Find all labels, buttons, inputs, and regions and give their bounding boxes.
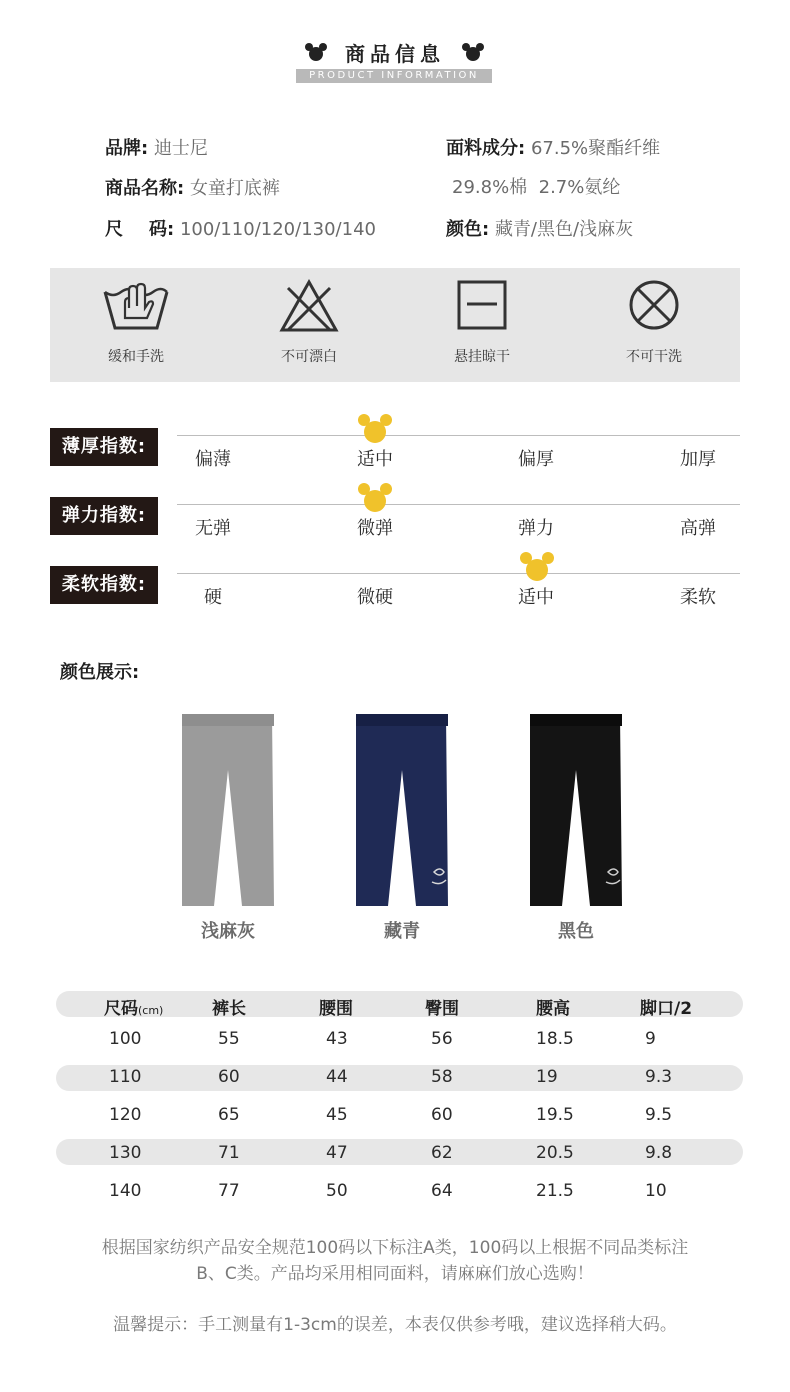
black-pants-image (526, 710, 626, 910)
thickness-option: 偏厚 (518, 449, 554, 470)
mickey-right-icon (462, 42, 484, 62)
standard-note-line1: 根据国家纺织产品安全规范100码以下标注A类，100码以上根据不同品类标注 (101, 1238, 689, 1258)
size-table-header: 脚口/2 (640, 999, 693, 1019)
care-label: 悬挂晾干 (454, 349, 510, 365)
elasticity-index-line (177, 504, 740, 505)
softness-selected-mickey-icon (520, 551, 554, 581)
elasticity-option: 无弹 (195, 518, 231, 539)
size-cell: 140 (109, 1181, 142, 1201)
size-cell: 9.8 (645, 1143, 673, 1163)
softness-option: 适中 (518, 587, 554, 608)
size-table-header: 臀围 (425, 999, 459, 1019)
softness-index-label: 柔软指数: (50, 566, 158, 604)
size-cell: 9.5 (645, 1105, 673, 1125)
no-bleach-icon (278, 278, 340, 336)
size-cell: 60 (218, 1067, 240, 1087)
navy-pants-image (352, 710, 452, 910)
size-cell: 65 (218, 1105, 240, 1125)
care-label: 不可干洗 (626, 349, 682, 365)
elasticity-selected-mickey-icon (358, 482, 392, 512)
elasticity-option: 高弹 (680, 518, 716, 539)
size-table-header: 腰围 (319, 999, 353, 1019)
care-item-hand-wash (50, 268, 222, 382)
fabric-value: 67.5%聚酯纤维 (530, 138, 661, 159)
color-label-gray: 浅麻灰 (201, 921, 255, 942)
color-section-title: 颜色展示: (60, 662, 140, 683)
size-cell: 19.5 (536, 1105, 574, 1125)
size-cell: 20.5 (536, 1143, 574, 1163)
gray-pants-image (178, 710, 278, 910)
thickness-index-label: 薄厚指数: (50, 428, 158, 466)
size-cell: 55 (218, 1029, 240, 1049)
size-header-text: 尺码 (104, 999, 138, 1019)
size-cell: 130 (109, 1143, 142, 1163)
size-cell: 19 (536, 1067, 558, 1087)
color-value: 藏青/黑色/浅麻灰 (494, 219, 634, 240)
brand-value: 迪士尼 (153, 138, 208, 159)
color-label-black: 黑色 (558, 921, 594, 942)
size-cell: 9.3 (645, 1067, 673, 1087)
elasticity-option: 微弹 (357, 518, 393, 539)
standard-note (40, 1235, 750, 1287)
size-cell: 43 (326, 1029, 348, 1049)
thickness-selected-mickey-icon (358, 413, 392, 443)
size-table-header: 裤长 (212, 999, 246, 1019)
elasticity-option: 弹力 (518, 518, 554, 539)
size-cell: 60 (431, 1105, 453, 1125)
care-item-hang-dry (396, 268, 568, 382)
size-cell: 21.5 (536, 1181, 574, 1201)
size-cell: 56 (431, 1029, 453, 1049)
care-label: 不可漂白 (281, 349, 337, 365)
size-cell: 44 (326, 1067, 348, 1087)
size-cell: 9 (645, 1029, 656, 1049)
softness-option: 微硬 (357, 587, 393, 608)
size-header-unit: (cm) (138, 1004, 164, 1017)
size-cell: 77 (218, 1181, 240, 1201)
size-cell: 120 (109, 1105, 142, 1125)
name-row (105, 174, 280, 200)
care-label: 缓和手洗 (108, 349, 164, 365)
thickness-index-line (177, 435, 740, 436)
size-cell: 10 (645, 1181, 667, 1201)
size-value: 100/110/120/130/140 (179, 219, 376, 240)
measurement-tip: 温馨提示：手工测量有1-3cm的误差，本表仅供参考哦，建议选择稍大码。 (113, 1315, 677, 1335)
page-subtitle: PRODUCT INFORMATION (296, 69, 492, 83)
color-label-navy: 藏青 (384, 921, 420, 942)
fabric-label: 面料成分: (446, 138, 526, 159)
softness-option: 硬 (204, 587, 222, 608)
size-cell: 110 (109, 1067, 142, 1087)
size-label-b: 码: (149, 219, 175, 240)
name-value: 女童打底裤 (189, 178, 280, 199)
hang-dry-icon (453, 278, 511, 336)
care-item-no-bleach (223, 268, 395, 382)
size-cell: 62 (431, 1143, 453, 1163)
elasticity-index-label: 弹力指数: (50, 497, 158, 535)
size-cell: 50 (326, 1181, 348, 1201)
size-cell: 58 (431, 1067, 453, 1087)
brand-label: 品牌: (105, 138, 149, 159)
size-table-header: 腰高 (536, 999, 570, 1019)
hand-wash-icon (101, 278, 171, 336)
no-dry-clean-icon (625, 278, 683, 336)
softness-option: 柔软 (680, 587, 716, 608)
size-cell: 45 (326, 1105, 348, 1125)
care-item-no-dry-clean (568, 268, 740, 382)
thickness-option: 适中 (357, 449, 393, 470)
standard-note-line2: B、C类。产品均采用相同面料，请麻麻们放心选购！ (196, 1264, 594, 1284)
size-cell: 71 (218, 1143, 240, 1163)
size-cell: 47 (326, 1143, 348, 1163)
size-row (105, 215, 376, 241)
fabric-value-2: 29.8%棉 2.7%氨纶 (452, 177, 621, 198)
page-title: 商品信息 (345, 42, 445, 66)
size-table-row-bg (56, 1065, 743, 1091)
color-label: 颜色: (446, 219, 490, 240)
thickness-option: 加厚 (680, 449, 716, 470)
size-table-header-size (104, 994, 163, 1019)
thickness-option: 偏薄 (195, 449, 231, 470)
care-panel (50, 268, 740, 382)
name-label: 商品名称: (105, 178, 185, 199)
color-row (446, 215, 633, 241)
size-cell: 18.5 (536, 1029, 574, 1049)
size-cell: 100 (109, 1029, 142, 1049)
size-table-row-bg (56, 1139, 743, 1165)
fabric-row (446, 134, 660, 160)
brand-row (105, 134, 208, 160)
softness-index-line (177, 573, 740, 574)
size-cell: 64 (431, 1181, 453, 1201)
size-label-a: 尺 (105, 219, 123, 240)
